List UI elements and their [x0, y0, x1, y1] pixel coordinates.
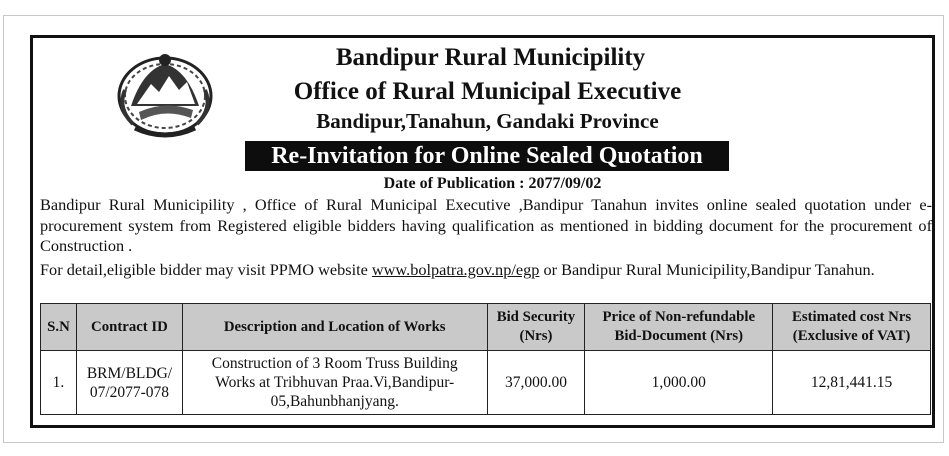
header-description: Description and Location of Works	[182, 304, 487, 351]
row-document-price: 1,000.00	[585, 351, 773, 415]
publication-date: Date of Publication : 2077/09/02	[383, 175, 602, 192]
table-header-row	[41, 304, 931, 351]
header-bid-security	[487, 304, 585, 351]
desc-line3: 05,Bahunbhanjyang.	[270, 393, 399, 410]
header-est-line1: Estimated cost Nrs	[791, 309, 912, 325]
header-price-line1: Price of Non-refundable	[602, 309, 756, 325]
detail-paragraph	[40, 260, 932, 281]
municipality-name: Bandipur Rural Municipility	[335, 44, 646, 71]
notice-box	[30, 35, 935, 428]
header-estimated-cost	[773, 304, 931, 351]
office-name: Office of Rural Municipal Executive	[293, 78, 682, 105]
detail-text-after: or Bandipur Rural Municipility,Bandipur Tanahun.	[539, 260, 875, 279]
row-estimated-cost: 12,81,441.15	[773, 351, 931, 415]
contract-line1: BRM/BLDG/	[86, 364, 173, 382]
row-bid-security: 37,000.00	[487, 351, 585, 415]
header-document-price	[585, 304, 773, 351]
ppmo-website-link[interactable]: www.bolpatra.gov.np/egp	[371, 260, 540, 279]
header-price-line2: Bid-Document (Nrs)	[614, 328, 744, 344]
row-contract-id	[76, 351, 182, 415]
desc-line1: Construction of 3 Room Truss Building	[211, 355, 458, 372]
header-est-line2: (Exclusive of VAT)	[792, 328, 911, 344]
table-row	[41, 351, 931, 415]
header-sn: S.N	[41, 304, 77, 351]
contract-line2: 07/2077-078	[89, 383, 170, 401]
works-table	[40, 303, 931, 415]
desc-line2: Works at Tribhuvan Praa.Vi,Bandipur-	[215, 374, 455, 391]
row-sn: 1.	[41, 351, 77, 415]
row-description	[182, 351, 487, 415]
office-address: Bandipur,Tanahun, Gandaki Province	[316, 109, 659, 133]
detail-text-before: For detail,eligible bidder may visit PPMO website	[40, 260, 372, 279]
invitation-paragraph: Bandipur Rural Municipility , Office of Rural Municipal Executive ,Bandipur Tanahun invites online sealed quotation under e-procurement system from Registered eligible bidders having qualification as mentioned in bidding document for the procurement of Construction .	[40, 195, 932, 255]
notice-heading-banner: Re-Invitation for Online Sealed Quotation	[245, 141, 729, 171]
header-contract-id: Contract ID	[76, 304, 182, 351]
header-bid-line1: Bid Security	[496, 309, 576, 325]
header-bid-line2: (Nrs)	[519, 328, 553, 344]
